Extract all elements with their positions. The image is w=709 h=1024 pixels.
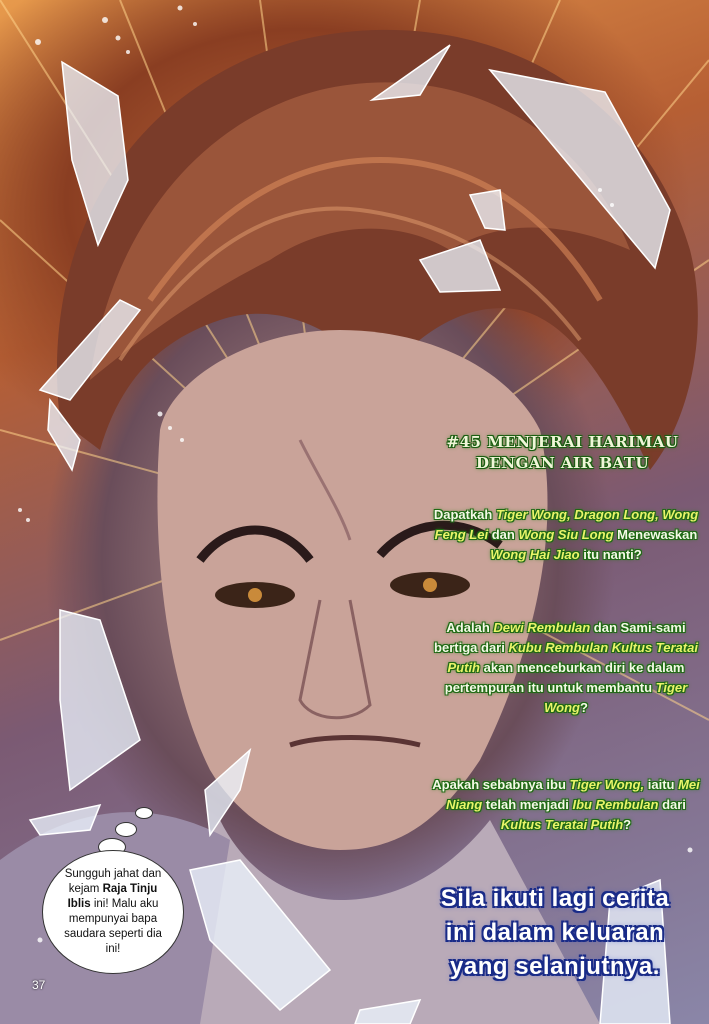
highlight-name: Mei Niang (446, 777, 700, 812)
closing-caption (405, 882, 705, 984)
face (157, 330, 547, 850)
highlight-name: Dewi Rembulan (493, 620, 591, 635)
synopsis-paragraph-1: Dapatkah Tiger Wong, Dragon Long, Wong Feng Lei dan Wong Siu Long Menewaskan Wong Hai Jiao itu nanti? (433, 507, 699, 562)
highlight-name: Wong Hai Jiao (490, 547, 580, 562)
speech-bubble (42, 850, 184, 974)
highlight-name: Wong Siu Long (518, 527, 614, 542)
closing-line-2: ini dalam keluaran (445, 919, 665, 946)
speech-bubble-bold-name: Raja Tinju Iblis (67, 883, 158, 910)
synopsis-paragraph-3: Apakah sebabnya ibu Tiger Wong, iaitu Mei Niang telah menjadi Ibu Rembulan dari Kultus Teratai Putih? (432, 777, 700, 832)
thought-dot (115, 822, 137, 837)
page-number: 37 (32, 978, 46, 992)
highlight-name: Tiger Wong, (569, 777, 645, 792)
highlight-name: Kubu Rembulan Kultus Teratai Putih (447, 640, 698, 675)
speech-bubble-text: Sungguh jahat dan kejam Raja Tinju Iblis ini! Malu aku mempunyai bapa saudara seperti dia ini! (64, 868, 162, 955)
highlight-name: Tiger Wong, Dragon Long, Wong Feng Lei (434, 507, 699, 542)
highlight-name: Ibu Rembulan (572, 797, 659, 812)
chapter-title-line-2: DENGAN AIR BATU (475, 454, 650, 472)
closing-line-1: Sila ikuti lagi cerita (440, 885, 670, 912)
chapter-title-line-1: #45 MENJERAI HARIMAU (446, 433, 679, 451)
thought-dot (135, 807, 153, 819)
chapter-title (420, 432, 705, 474)
synopsis-paragraph-2: Adalah Dewi Rembulan dan Sami-sami bertiga dari Kubu Rembulan Kultus Teratai Putih akan menceburkan diri ke dalam pertempuran itu untuk membantu Tiger Wong? (434, 620, 698, 715)
closing-line-3: yang selanjutnya. (450, 953, 660, 980)
highlight-name: Kultus Teratai Putih (500, 817, 624, 832)
highlight-name: Tiger Wong (544, 680, 688, 715)
